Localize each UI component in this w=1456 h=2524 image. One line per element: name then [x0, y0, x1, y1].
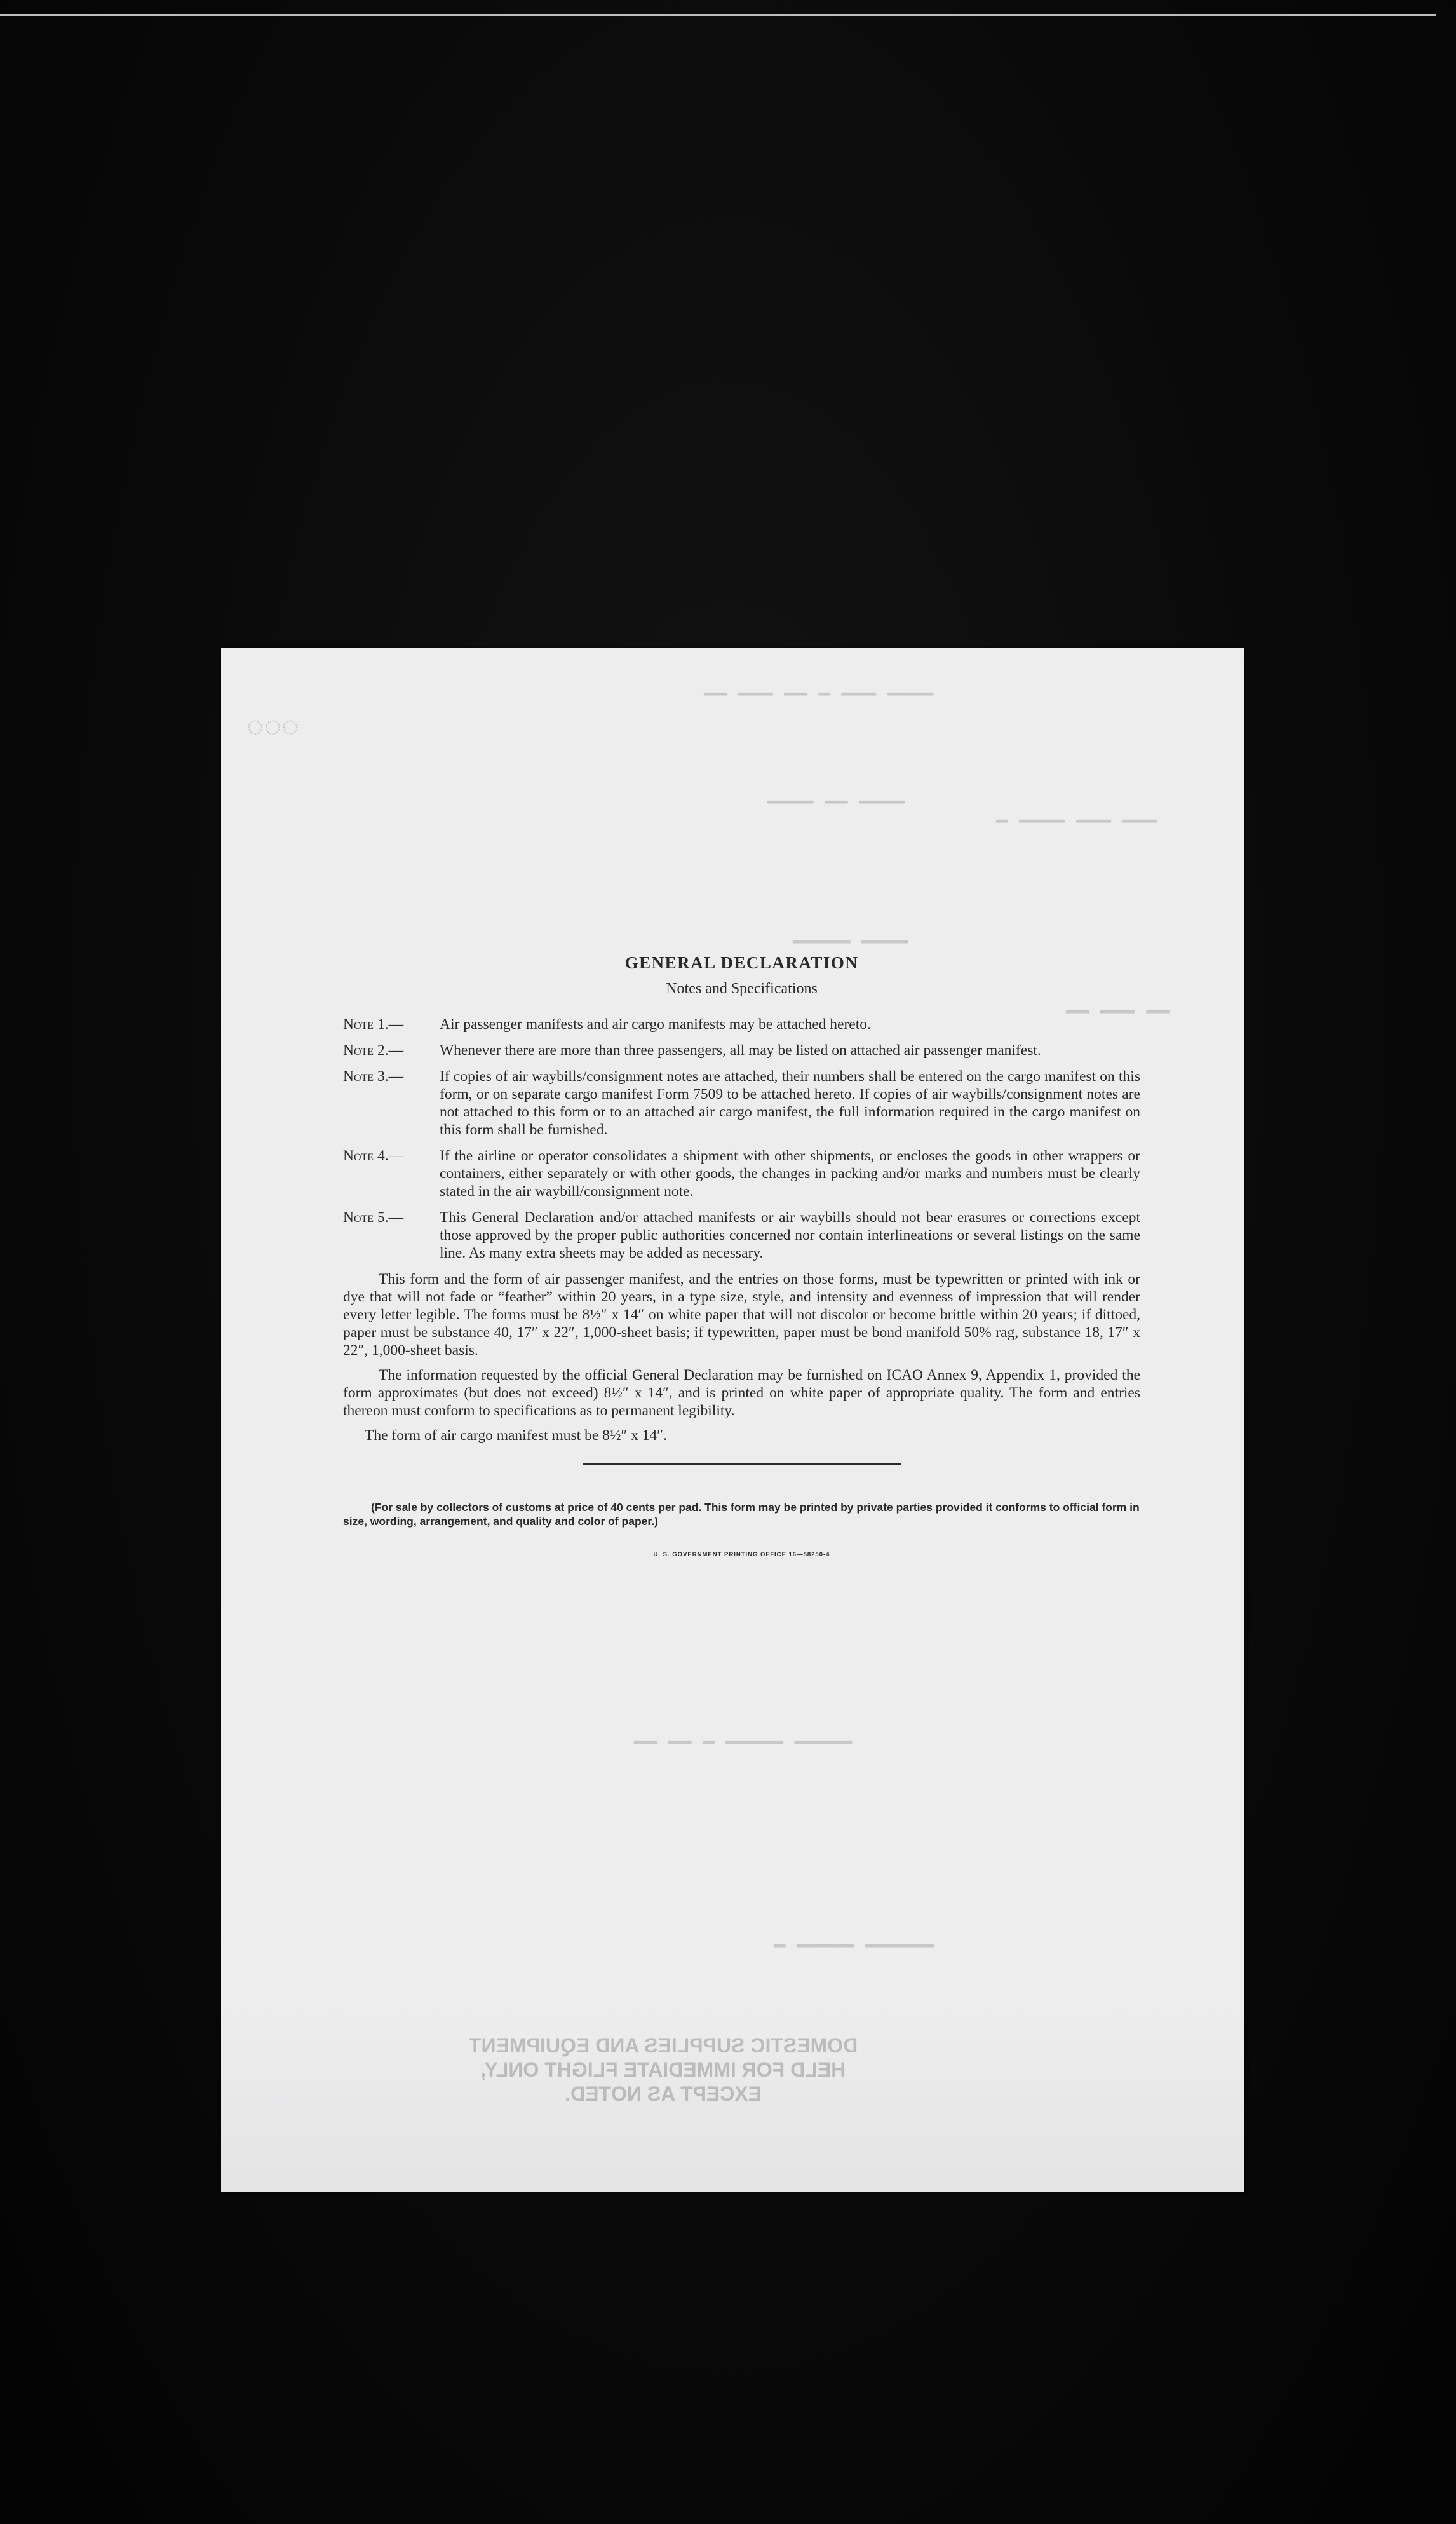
note-text: Air passenger manifests and air cargo manifests may be attached hereto. [440, 1016, 871, 1033]
note-2 [343, 1041, 1140, 1059]
scan-top-rule [0, 14, 1436, 16]
paragraph-icao: The information requested by the official General Declaration may be furnished on ICAO Annex 9, Appendix 1, provided the form approximates (but does not exceed) 8½″ x 14″, and is printed on white paper of appropriate quality. The form and entries thereon must conform to specifications as to permanent legibility. [343, 1367, 1140, 1419]
reverse-stamp [469, 2033, 858, 2106]
note-label: Note 5.— [343, 1209, 404, 1226]
note-text: If the airline or operator consolidates a shipment with other shipments, or encloses the goods in other wrappers or containers, either separately or with other goods, the changes in packing and/or marks and numbers must be clearly stated in the air waybill/consignment note. [440, 1148, 1140, 1200]
note-label: Note 1.— [343, 1016, 404, 1033]
stamp-line: DOMESTIC SUPPLIES AND EQUIPMENT [469, 2034, 858, 2057]
note-4 [343, 1147, 1140, 1200]
paragraph-form-specs: This form and the form of air passenger manifest, and the entries on those forms, must be typewritten or printed with ink or dye that will not fade or “feather” within 20 years, in a type size, style, and intensity and evenness of impression that will render every letter legible. The forms must be 8½″ x 14″ on white paper that will not discolor or become brittle within 20 years; if dittoed, paper must be substance 40, 17″ x 22″, 1,000-sheet basis; if typewritten, paper must be bond manifold 50% rag, substance 18, 17″ x 22″, 1,000-sheet basis. [343, 1271, 1140, 1359]
closing-line: The form of air cargo manifest must be 8½″ x 14″. [365, 1427, 667, 1444]
stamp-line: EXCEPT AS NOTED. [565, 2082, 762, 2105]
note-5 [343, 1209, 1140, 1262]
bleed-mark: ▁▁ ▁▁ ▁ ▁▁▁▁▁ ▁▁▁▁▁ [634, 1724, 852, 1746]
note-label: Note 3.— [343, 1068, 404, 1085]
bleed-mark: ◌◌◌ [246, 712, 299, 745]
sale-notice: (For sale by collectors of customs at price of 40 cents per pad. This form may be printed by private parties provided it conforms to official form in size, wording, arrangement, and quality and color of paper.) [343, 1501, 1140, 1528]
bleed-mark: ▁▁▁▁ ▁▁ ▁▁▁▁ [767, 784, 905, 805]
document-page [221, 648, 1244, 2192]
note-text: If copies of air waybills/consignment notes are attached, their numbers shall be entered on the cargo manifest on this form, or on separate cargo manifest Form 7509 to be attached hereto. If copies of air waybills/consignment notes are not attached to this form or to an attached air cargo manifest, the full information required in the cargo manifest on this form shall be furnished. [440, 1068, 1140, 1138]
note-label: Note 2.— [343, 1042, 404, 1059]
note-label: Note 4.— [343, 1148, 404, 1164]
bleed-mark: ▁▁ ▁▁▁ ▁▁ ▁ ▁▁▁ ▁▁▁▁ [704, 675, 933, 697]
note-3 [343, 1068, 1140, 1139]
document-subtitle: Notes and Specifications [666, 980, 818, 997]
bleed-mark: ▁ ▁▁▁▁▁ ▁▁▁▁▁▁ [774, 1927, 934, 1949]
note-text: This General Declaration and/or attached manifests or air waybills should not bear erasures or corrections except those approved by the proper public authorities concerned nor contain interlineations or several listings on the same line. As many extra sheets may be added as necessary. [440, 1209, 1140, 1261]
printer-imprint: U. S. GOVERNMENT PRINTING OFFICE 16—58250-4 [653, 1551, 830, 1558]
note-1 [343, 1015, 1140, 1033]
bleed-mark: ▁▁▁▁▁ ▁▁▁▁ [793, 923, 908, 945]
bleed-mark: ▁ ▁▁▁▁ ▁▁▁ ▁▁▁ [996, 803, 1157, 824]
note-text: Whenever there are more than three passengers, all may be listed on attached air passenger manifest. [440, 1042, 1041, 1059]
stamp-line: HELD FOR IMMEDIATE FLIGHT ONLY, [481, 2058, 846, 2081]
divider-rule [583, 1463, 901, 1465]
declaration-content [343, 953, 1140, 1558]
document-title: GENERAL DECLARATION [624, 953, 859, 972]
bleed-mark: ▁▁ ▁▁▁ ▁▁ [1066, 993, 1170, 1015]
